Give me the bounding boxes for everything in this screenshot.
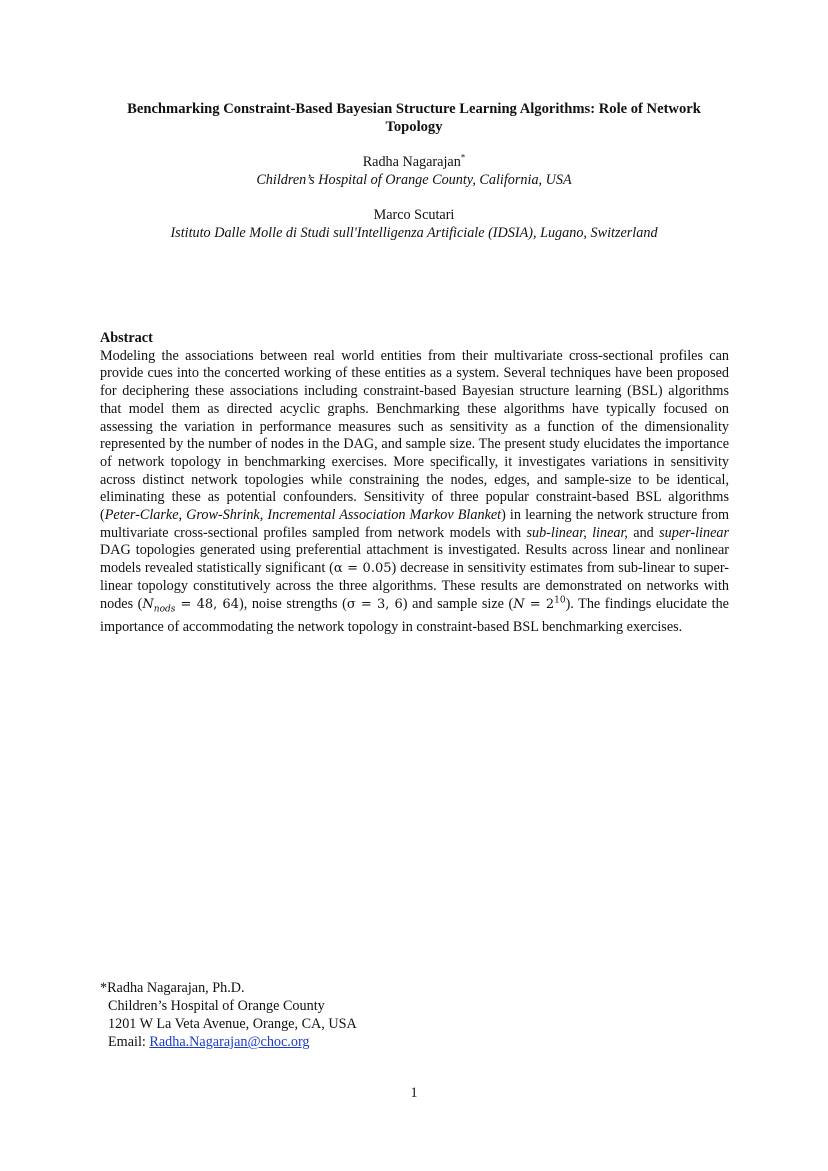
- footnote-mark: *: [460, 152, 466, 163]
- author-affiliation: Children’s Hospital of Orange County, California, USA: [256, 172, 572, 188]
- author-affiliation: Istituto Dalle Molle di Studi sull'Intelligenza Artificiale (IDSIA), Lugano, Switzerland: [170, 225, 658, 241]
- sample-size-expression: $N = 2^{10}$: [513, 595, 566, 612]
- corresponding-author-footnote: [100, 979, 500, 1051]
- author-name: Radha Nagarajan*: [362, 152, 466, 170]
- author-name: Marco Scutari: [373, 207, 455, 223]
- nodes-expression: $N_{nods} = 48$, 64: [142, 596, 239, 615]
- abstract-body: Modeling the associations between real world entities from their multivariate cross-sectional profiles can provide cues into the concerted working of these entities as a system. Several techniques have been proposed for deciphering these associations including constraint-based Bayesian structure learning (BSL) algorithms that model them as directed acyclic graphs. Benchmarking these algorithms have typically focused on assessing the variation in performance measures such as sensitivity as a function of the dimensionality represented by the number of nodes in the DAG, and sample size. The present study elucidates the importance of network topology in benchmarking exercises. More specifically, it investigates variations in sensitivity across distinct network topologies while constraining the nodes, edges, and sample-size to be identical, eliminating these as potential confounders. Sensitivity of three popular constraint-based BSL algorithms (Peter-Clarke, Grow-Shrink, Incremental Association Markov Blanket) in learning the network structure from multivariate cross-sectional profiles sampled from network models with sub-linear, linear, and super-linear DAG topologies generated using preferential attachment is investigated. Results across linear and nonlinear models revealed statistically significant (α = 0.05) decrease in sensitivity estimates from sub-linear to super-linear topology constitutively across the three algorithms. These results are demonstrated on networks with nodes ($N_{nods} = 48$, 64), noise strengths (σ = 3, 6) and sample size $(N = 2^{10})$. The findings elucidate the importance of accommodating the network topology in constraint-based BSL benchmarking exercises.: [100, 347, 730, 635]
- paper-title: Benchmarking Constraint-Based Bayesian Structure Learning Algorithms: Role of Network Topology: [127, 101, 701, 135]
- sigma-expression: σ = 3, 6: [346, 596, 403, 612]
- email-link[interactable]: Radha.Nagarajan@choc.org: [149, 1034, 310, 1050]
- topology-term: super-linear: [659, 524, 729, 541]
- author-block-2: [100, 206, 728, 242]
- footnote-name: *Radha Nagarajan, Ph.D.: [100, 980, 245, 996]
- author-block-1: [100, 153, 728, 189]
- page-number: 1: [410, 1085, 418, 1101]
- footnote-email-line: Email: Radha.Nagarajan@choc.org: [108, 1034, 310, 1050]
- topology-terms: sub-linear, linear,: [526, 524, 628, 541]
- footnote-address: 1201 W La Veta Avenue, Orange, CA, USA: [108, 1016, 357, 1032]
- abstract-heading: Abstract: [100, 330, 153, 346]
- abstract-section: [100, 330, 729, 637]
- algorithm-names: Peter-Clarke, Grow-Shrink, Incremental Association Markov Blanket: [104, 507, 502, 524]
- footnote-org: Children’s Hospital of Orange County: [108, 998, 325, 1014]
- alpha-expression: α = 0.05: [333, 561, 392, 577]
